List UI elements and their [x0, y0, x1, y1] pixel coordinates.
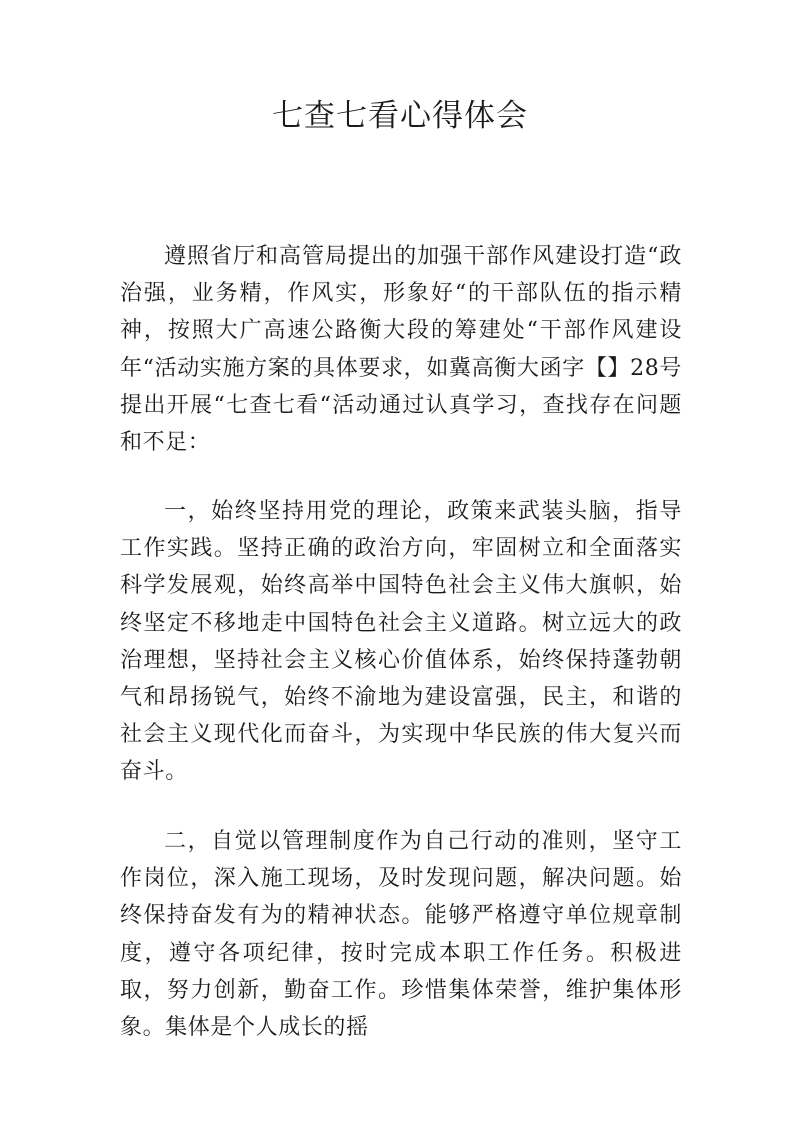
paragraph-section-one: 一，始终坚持用党的理论，政策来武装头脑，指导工作实践。坚持正确的政治方向，牢固树立和全面落实科学发展观，始终高举中国特色社会主义伟大旗帜，始终坚定不移地走中国特色社会主义道路。树立远大的政治理想，坚持社会主义核心价值体系，始终保持蓬勃朝气和昂扬锐气，始终不渝地为建设富强，民主，和谐的社会主义现代化而奋斗，为实现中华民族的伟大复兴而奋斗。	[120, 499, 682, 785]
document-title: 七查七看心得体会	[272, 98, 528, 134]
paragraph-intro: 遵照省厅和高管局提出的加强干部作风建设打造“政治强，业务精，作风实，形象好“的干部队伍的指示精神，按照大广高速公路衡大段的筹建处“干部作风建设年“活动实施方案的具体要求，如冀高衡大函字【】28号 提出开展“七查七看“活动通过认真学习，查找存在问题和不足：	[120, 244, 682, 456]
paragraph-section-two: 二，自觉以管理制度作为自己行动的准则，坚守工作岗位，深入施工现场，及时发现问题，解决问题。始终保持奋发有为的精神状态。能够严格遵守单位规章制度，遵守各项纪律，按时完成本职工作任务。积极进取，努力创新，勤奋工作。珍惜集体荣誉，维护集体形象。集体是个人成长的摇	[120, 829, 682, 1041]
